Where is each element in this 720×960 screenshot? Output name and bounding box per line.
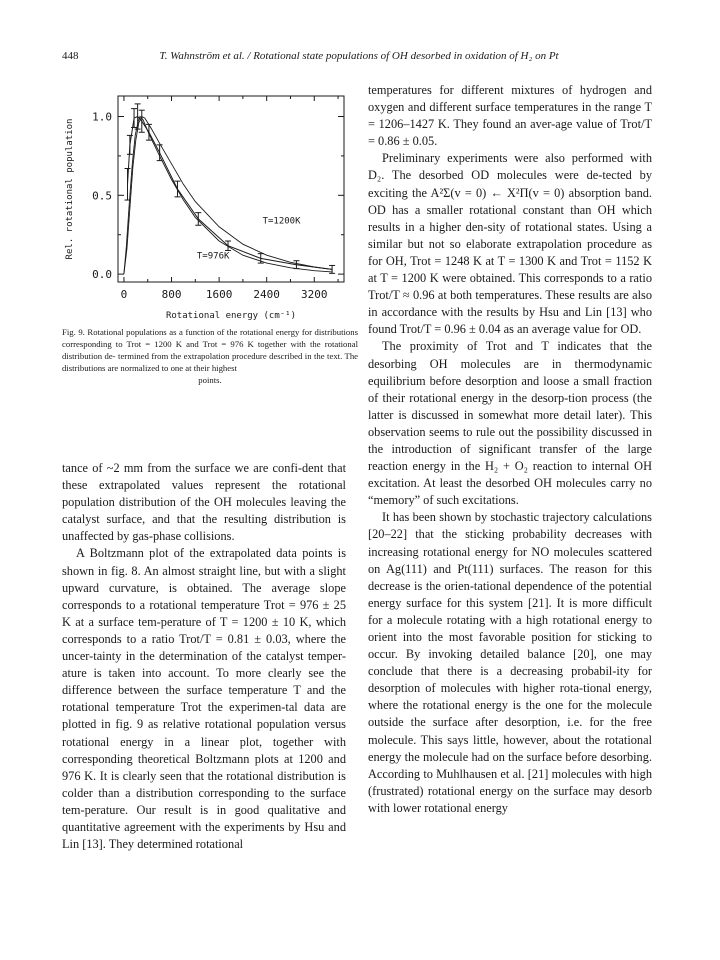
y-tick-label: 0.0: [92, 268, 112, 282]
page-number: 448: [62, 50, 79, 62]
x-tick-label: 0: [120, 288, 128, 301]
y-tick-label: 0.5: [92, 189, 112, 203]
right-column: [368, 82, 652, 817]
caption-line: text. The distributions are normalized to one at their highest: [62, 351, 359, 374]
curve-annotation: T=1200K: [262, 216, 301, 227]
paragraph: It has been shown by stochastic trajectory calculations [20–22] that the sticking probability decreases with increasing rotational energy for NO molecules scattered on Ag(111) and Pt(111) surfaces. The reason for this decrease is the orien-tational dependence of the potential energy surface for this system [21]. It is more difficult for a molecule rotating with a high rotational energy to orient into the most favorable position for sticking to occur. By invoking detailed balance [20], one may conclude that there is a decreasing probabil-ity for desorption of molecules with higher rota-tional energy, where the rotational energy is the one for the molecule outside the surface after desorption, i.e. for the free molecule. This says little, however, about the rotational energy the molecule had on the surface before desorbing. According to Muhlhausen et al. [21] molecules with high (frustrated) rotational energy on the surface may desorb with lower rotational energy: [368, 510, 652, 815]
rotational-population-chart: [62, 82, 358, 322]
paragraph: tance of ~2 mm from the surface we are confi-dent that these extrapolated values represent the rotational population distribution of the OH molecules leaving the catalyst surface, and that the resulting distribution is unaffected by gas-phase collisions.: [62, 461, 346, 544]
extrapolated-curve: [128, 117, 333, 270]
running-head: T. Wahnström et al. / Rotational state populations of OH desorbed in oxidation of H₂ on Pt: [159, 50, 559, 62]
x-tick-label: 2400: [253, 288, 280, 301]
curve-annotation: T=976K: [196, 251, 230, 262]
caption-line: energy for distributions corresponding to Trot = 1200 K and: [62, 327, 358, 350]
paragraph: Preliminary experiments were also performed with D₂. The desorbed OD molecules were de-tected by exciting the A²Σ(v = 0) ← X²Π(v = 0) absorption band. OD has a smaller rotational constant than OH which results in a higher den-sity of rotational states. Using a similar but not so elaborate extrapolation procedure as for OH, Trot = 1248 K at T = 1300 K and Trot = 1152 K at T = 1200 K were obtained. This corresponds to a ratio Trot/T ≈ 0.96 at both temperatures. These results are also in accordance with the results by Hsu and Lin [13] who found Trot/T = 0.96 ± 0.04 as an average value for OD.: [368, 151, 652, 337]
paragraph: A Boltzmann plot of the extrapolated data points is shown in fig. 8. An almost straight line, but with a slight upward curvature, is obtained. The average slope corresponds to a rotational temperature Trot = 976 ± 25 K at a surface tem-perature of T = 1200 ± 10 K, which corresponds to a ratio Trot/T = 0.81 ± 0.03, where the uncer-tainty in the determination of the catalyst temper-ature is taken into account. To more clearly see the difference between the surface temperature T and the rotational temperature Trot the experimen-tal data are plotted in fig. 9 as relative rotational population versus rotational energy in a linear plot, together with corresponding theoretical Boltzmann plots at 1200 and 976 K. It is clearly seen that the rotational distribution is colder than a distribution corresponding to the surface tem-perature. Our result is in good qualitative and quantitative agreement with the experiments by Hsu and Lin [13]. They determined rotational: [62, 546, 346, 852]
left-column: [62, 460, 346, 853]
paragraph: temperatures for different mixtures of hydrogen and oxygen and different surface temperatures in the range T = 1206–1427 K. They found an aver-age value of Trot/T = 0.86 ± 0.05.: [368, 83, 652, 149]
x-tick-label: 3200: [301, 288, 328, 301]
x-tick-label: 800: [161, 288, 182, 301]
page-header: [62, 50, 656, 66]
x-tick-label: 1600: [205, 288, 233, 301]
caption-line: Trot = 976 K together with the rotational distribution de-: [62, 339, 359, 362]
figure-caption: [62, 326, 358, 386]
paragraph: The proximity of Trot and T indicates that the desorbing OH molecules are in thermodynamic equilibrium before desorption and loose a small fraction of their rotational energy in the desorp-tion process (the latter is discussed in somewhat more detail later). This observation seems to rule out the possibility discussed in the introduction of significant transfer of the large reaction energy in the H₂ + O₂ reaction to internal OH excitation. At least the desorbed OH molecules carry no “memory” of such excitations.: [368, 339, 652, 508]
y-axis-label: Rel. rotational population: [65, 118, 75, 260]
figure-9: [62, 82, 358, 422]
caption-line: termined from the extrapolation procedure described in the: [118, 351, 325, 362]
caption-line: Fig. 9. Rotational populations as a function of the rotational: [62, 327, 274, 337]
x-axis-label: Rotational energy (cm⁻¹): [165, 311, 297, 321]
caption-line: points.: [198, 375, 222, 386]
y-tick-label: 1.0: [92, 110, 112, 124]
